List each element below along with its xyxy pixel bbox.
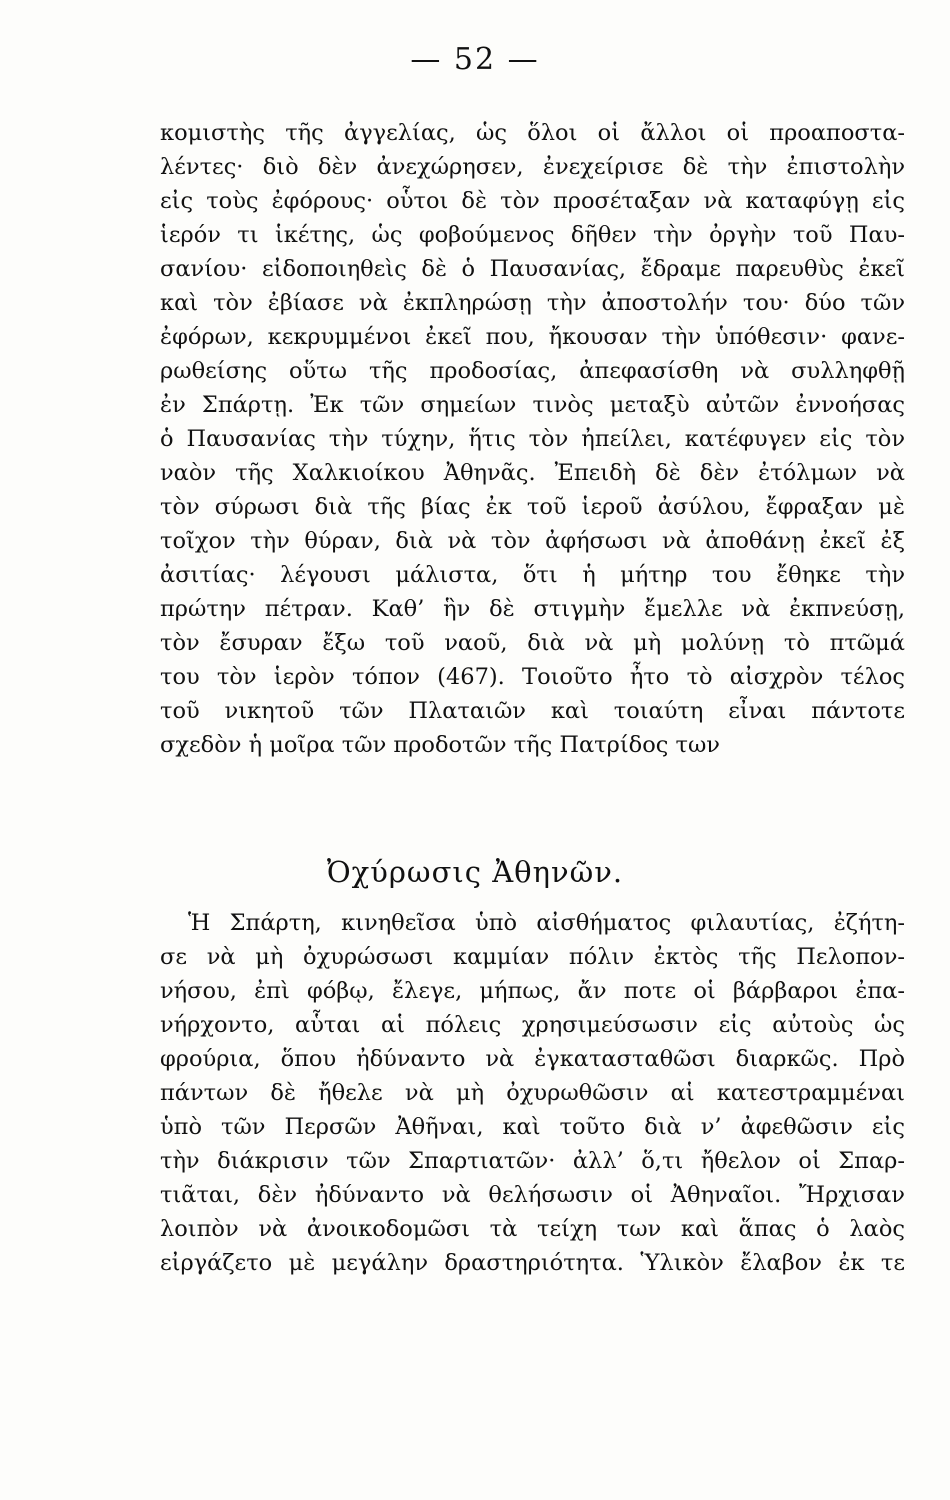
section-heading: Ὀχύρωσις Ἀθηνῶν.	[326, 855, 624, 889]
text-line: ὑπὸ τῶν Περσῶν Ἀθῆναι, καὶ τοῦτο διὰ ν’ ἀφεθῶσιν εἰς	[160, 1114, 905, 1140]
text-line: τὴν διάκρισιν τῶν Σπαρτιατῶν· ἀλλ’ ὅ,τι ἤθελον οἱ Σπαρ-	[160, 1148, 905, 1174]
text-line: καὶ τὸν ἐβίασε νὰ ἐκπληρώσῃ τὴν ἀποστολήν του· δύο τῶν	[160, 290, 905, 316]
text-line: λοιπὸν νὰ ἀνοικοδομῶσι τὰ τείχη των καὶ ἅπας ὁ λαὸς	[160, 1216, 905, 1242]
paragraph-pausanias	[160, 116, 905, 762]
text-line: τὸν σύρωσι διὰ τῆς βίας ἐκ τοῦ ἱεροῦ ἀσύλου, ἔφραξαν μὲ	[160, 494, 905, 520]
text-line: πρώτην πέτραν. Καθ’ ἣν δὲ στιγμὴν ἔμελλε νὰ ἐκπνεύσῃ,	[160, 596, 905, 622]
text-line: τὸν ἔσυραν ἔξω τοῦ ναοῦ, διὰ νὰ μὴ μολύνῃ τὸ πτῶμά	[160, 630, 905, 656]
page-number: — 52 —	[410, 42, 540, 77]
text-line: τιᾶται, δὲν ἠδύναντο νὰ θελήσωσιν οἱ Ἀθηναῖοι. Ἤρχισαν	[160, 1182, 905, 1208]
text-line: ἀσιτίας· λέγουσι μάλιστα, ὅτι ἡ μήτηρ του ἔθηκε τὴν	[160, 562, 905, 588]
text-line: Ἡ Σπάρτη, κινηθεῖσα ὑπὸ αἰσθήματος φιλαυτίας, ἐζήτη-	[188, 910, 905, 936]
text-line: ἐν Σπάρτῃ. Ἐκ τῶν σημείων τινὸς μεταξὺ αὐτῶν ἐννοήσας	[160, 392, 905, 418]
text-line: ἱερόν τι ἱκέτης, ὡς φοβούμενος δῆθεν τὴν ὀργὴν τοῦ Παυ-	[160, 222, 905, 248]
text-line: σχεδὸν ἡ μοῖρα τῶν προδοτῶν τῆς Πατρίδος των	[160, 732, 720, 758]
text-line: σε νὰ μὴ ὀχυρώσωσι καμμίαν πόλιν ἐκτὸς τῆς Πελοπον-	[160, 944, 905, 970]
text-line: τοῦ νικητοῦ τῶν Πλαταιῶν καὶ τοιαύτη εἶναι πάντοτε	[160, 698, 905, 724]
text-line: νήσου, ἐπὶ φόβῳ, ἔλεγε, μήπως, ἄν ποτε οἱ βάρβαροι ἐπα-	[160, 978, 905, 1004]
text-line: φρούρια, ὅπου ἠδύναντο νὰ ἐγκατασταθῶσι διαρκῶς. Πρὸ	[160, 1046, 905, 1072]
text-line: ὁ Παυσανίας τὴν τύχην, ἥτις τὸν ἠπείλει, κατέφυγεν εἰς τὸν	[160, 426, 905, 452]
text-line: τοῖχον τὴν θύραν, διὰ νὰ τὸν ἀφήσωσι νὰ ἀποθάνῃ ἐκεῖ ἐξ	[160, 528, 905, 554]
text-line: κομιστὴς τῆς ἀγγελίας, ὡς ὅλοι οἱ ἄλλοι οἱ προαποστα-	[160, 120, 905, 146]
paragraph-fortification	[160, 906, 905, 1280]
text-line: ναὸν τῆς Χαλκιοίκου Ἀθηνᾶς. Ἐπειδὴ δὲ δὲν ἐτόλμων νὰ	[160, 460, 905, 486]
text-line: νήρχοντο, αὗται αἱ πόλεις χρησιμεύσωσιν εἰς αὐτοὺς ὡς	[160, 1012, 905, 1038]
text-line: πάντων δὲ ἤθελε νὰ μὴ ὀχυρωθῶσιν αἱ κατεστραμμέναι	[160, 1080, 905, 1106]
text-line: εἰργάζετο μὲ μεγάλην δραστηριότητα. Ὑλικὸν ἔλαβον ἐκ τε	[160, 1250, 905, 1276]
text-line: σανίου· εἰδοποιηθεὶς δὲ ὁ Παυσανίας, ἔδραμε παρευθὺς ἐκεῖ	[160, 256, 905, 282]
text-line: εἰς τοὺς ἐφόρους· οὗτοι δὲ τὸν προσέταξαν νὰ καταφύγῃ εἰς	[160, 188, 905, 214]
text-line: λέντες· διὸ δὲν ἀνεχώρησεν, ἐνεχείρισε δὲ τὴν ἐπιστολὴν	[160, 154, 905, 180]
text-line: του τὸν ἱερὸν τόπον (467). Τοιοῦτο ἦτο τὸ αἰσχρὸν τέλος	[160, 664, 905, 690]
text-line: ἐφόρων, κεκρυμμένοι ἐκεῖ που, ἤκουσαν τὴν ὑπόθεσιν· φανε-	[160, 324, 905, 350]
text-line: ρωθείσης οὕτω τῆς προδοσίας, ἀπεφασίσθη νὰ συλληφθῇ	[160, 358, 905, 384]
